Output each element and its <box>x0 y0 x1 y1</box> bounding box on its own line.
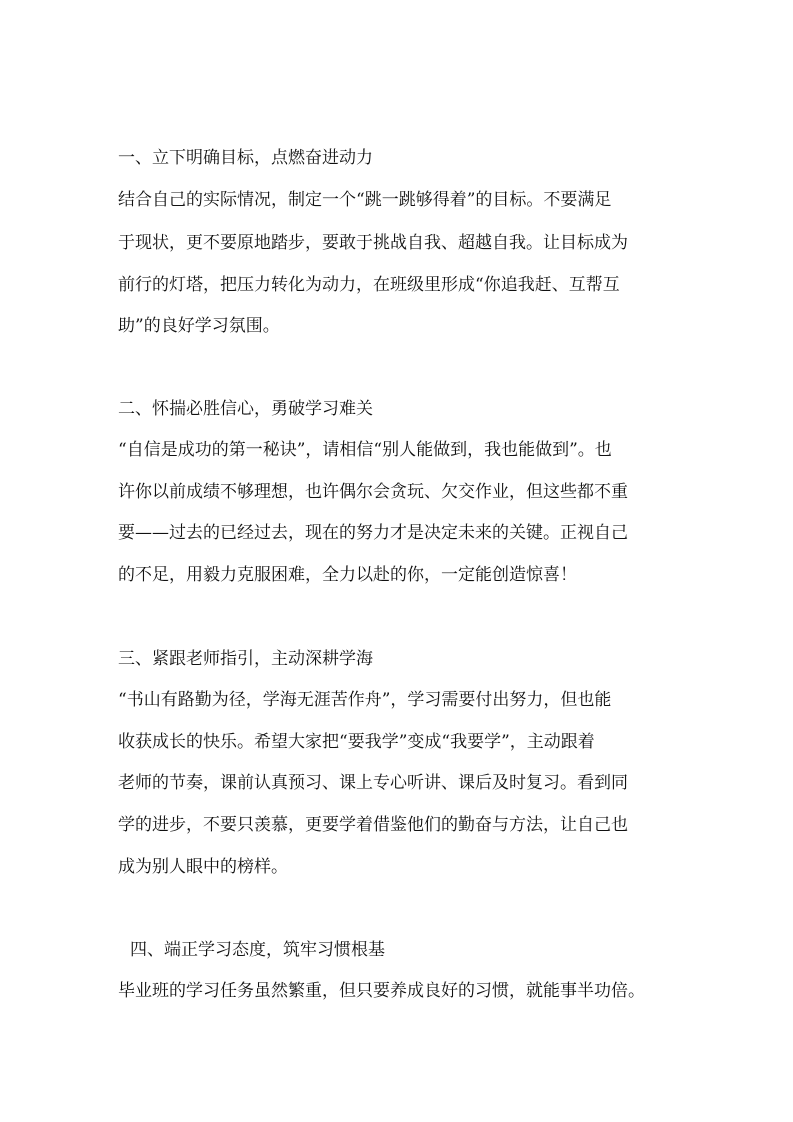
section-3-line-1: “书山有路勤为径，学海无涯苦作舟”，学习需要付出努力，但也能 <box>118 690 612 710</box>
section-1-line-1: 结合自己的实际情况，制定一个“跳一跳够得着”的目标。不要满足 <box>118 190 612 210</box>
section-3-line-5: 成为别人眼中的榜样。 <box>118 857 288 877</box>
section-4-line-1: 毕业班的学习任务虽然繁重，但只要养成良好的习惯，就能事半功倍。 <box>118 981 645 1001</box>
section-3-line-3: 老师的节奏，课前认真预习、课上专心听讲、课后及时复习。看到同 <box>118 773 628 793</box>
section-2-line-2: 许你以前成绩不够理想，也许偶尔会贪玩、欠交作业，但这些都不重 <box>118 482 628 502</box>
section-1-line-4: 助”的良好学习氛围。 <box>118 316 280 336</box>
section-4-heading: 四、端正学习态度，筑牢习惯根基 <box>130 940 385 960</box>
section-2-line-3: 要——过去的已经过去，现在的努力才是决定未来的关键。正视自己 <box>118 523 628 543</box>
section-1-heading: 一、立下明确目标，点燃奋进动力 <box>118 148 373 168</box>
section-2-line-1: “自信是成功的第一秘诀”，请相信“别人能做到，我也能做到”。也 <box>118 440 612 460</box>
section-2-heading: 二、怀揣必胜信心，勇破学习难关 <box>118 399 373 419</box>
section-2-line-4: 的不足，用毅力克服困难，全力以赴的你，一定能创造惊喜！ <box>118 565 577 585</box>
section-3-heading: 三、紧跟老师指引，主动深耕学海 <box>118 649 373 669</box>
section-3-line-2: 收获成长的快乐。希望大家把“要我学”变成“我要学”，主动跟着 <box>118 732 595 752</box>
section-3-line-4: 学的进步，不要只羡慕，更要学着借鉴他们的勤奋与方法，让自己也 <box>118 815 628 835</box>
section-1-line-2: 于现状，更不要原地踏步，要敢于挑战自我、超越自我。让目标成为 <box>118 233 628 253</box>
section-1-line-3: 前行的灯塔，把压力转化为动力，在班级里形成“你追我赶、互帮互 <box>118 275 620 295</box>
